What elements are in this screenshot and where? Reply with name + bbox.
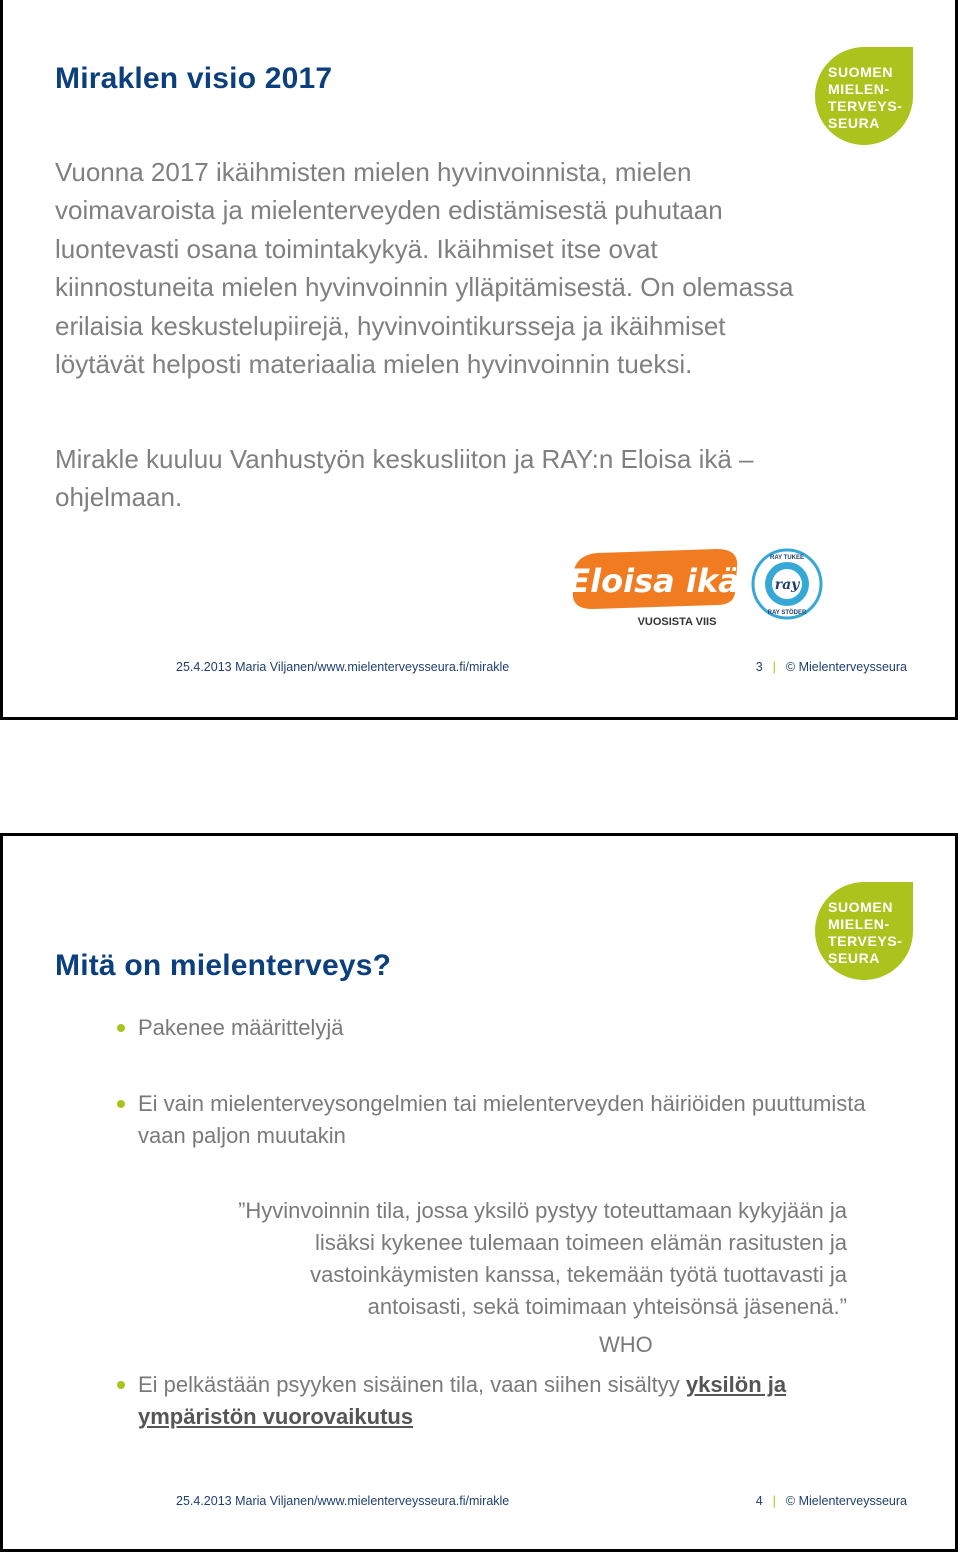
svg-text:Eloisa ikä: Eloisa ikä — [568, 562, 740, 600]
vision-paragraph: Vuonna 2017 ikäihmisten mielen hyvinvoinnista, mielen voimavaroista ja mielenterveyden edistämisestä puhutaan luontevasti osana toimintakykyä. Ikäihmiset itse ovat kiinnostuneita mielen hyvinvoinnin ylläpitämisestä. On olemassa erilaisia keskustelupiirejä, hyvinvointikursseja ja ikäihmiset löytävät helposti materiaalia mielen hyvinvoinnin tueksi. — [55, 157, 794, 380]
page-number: 4 — [755, 1494, 763, 1508]
footer-credit: 25.4.2013 Maria Viljanen/www.mielenterveysseura.fi/mirakle — [176, 1494, 510, 1508]
mielenterveysseura-logo: SUOMEN MIELEN- TERVEYS- SEURA — [815, 47, 913, 145]
footer-page — [756, 1494, 907, 1508]
copyright: © Mielenterveysseura — [785, 660, 907, 674]
eloisa-ika-logo — [567, 545, 742, 630]
footer-page — [756, 660, 907, 674]
svg-text:VUOSISTA VIIS: VUOSISTA VIIS — [637, 616, 717, 628]
who-quote: ”Hyvinvoinnin tila, jossa yksilö pystyy toteuttamaan kykyjään ja lisäksi kykenee tulemaan toimeen elämän rasitusten ja vastoinkäymisten kanssa, tekemään työtä tuottavasti ja antoisasti, sekä toimimaan yhteisönsä jäsenenä.” — [238, 1198, 847, 1319]
bullet-list-1 — [117, 1012, 877, 1044]
footer-separator: | — [772, 1494, 776, 1508]
svg-text:RAY TUKEE: RAY TUKEE — [769, 555, 805, 561]
slide-4 — [0, 833, 958, 1552]
bullet-list-2 — [117, 1088, 877, 1152]
svg-text:RAY STÖDER: RAY STÖDER — [767, 610, 807, 616]
list-item: Pakenee määrittelyjä — [117, 1012, 877, 1044]
list-item: Ei pelkästään psyyken sisäinen tila, vaan siihen sisältyy yksilön ja ympäristön vuorovaikutus — [117, 1369, 877, 1433]
emphasis-text: yksilön ja ympäristön vuorovaikutus — [138, 1372, 787, 1429]
slide-title: Miraklen visio 2017 — [55, 62, 333, 95]
page-number: 3 — [755, 660, 763, 674]
slide-3 — [0, 0, 958, 720]
program-paragraph: Mirakle kuuluu Vanhustyön keskusliiton ja RAY:n Eloisa ikä – ohjelmaan. — [55, 444, 754, 513]
quote-source: WHO — [599, 1332, 653, 1357]
bullet-list-3 — [117, 1369, 877, 1433]
ray-logo — [751, 548, 823, 620]
copyright: © Mielenterveysseura — [785, 1494, 907, 1508]
footer-separator: | — [772, 660, 776, 674]
list-item: Ei vain mielenterveysongelmien tai mielenterveyden häiriöiden puuttumista vaan paljon muutakin — [117, 1088, 877, 1152]
mielenterveysseura-logo: SUOMEN MIELEN- TERVEYS- SEURA — [815, 882, 913, 980]
svg-text:ray: ray — [774, 577, 800, 593]
footer-credit: 25.4.2013 Maria Viljanen/www.mielenterveysseura.fi/mirakle — [176, 660, 510, 674]
slide-title: Mitä on mielenterveys? — [55, 949, 392, 982]
